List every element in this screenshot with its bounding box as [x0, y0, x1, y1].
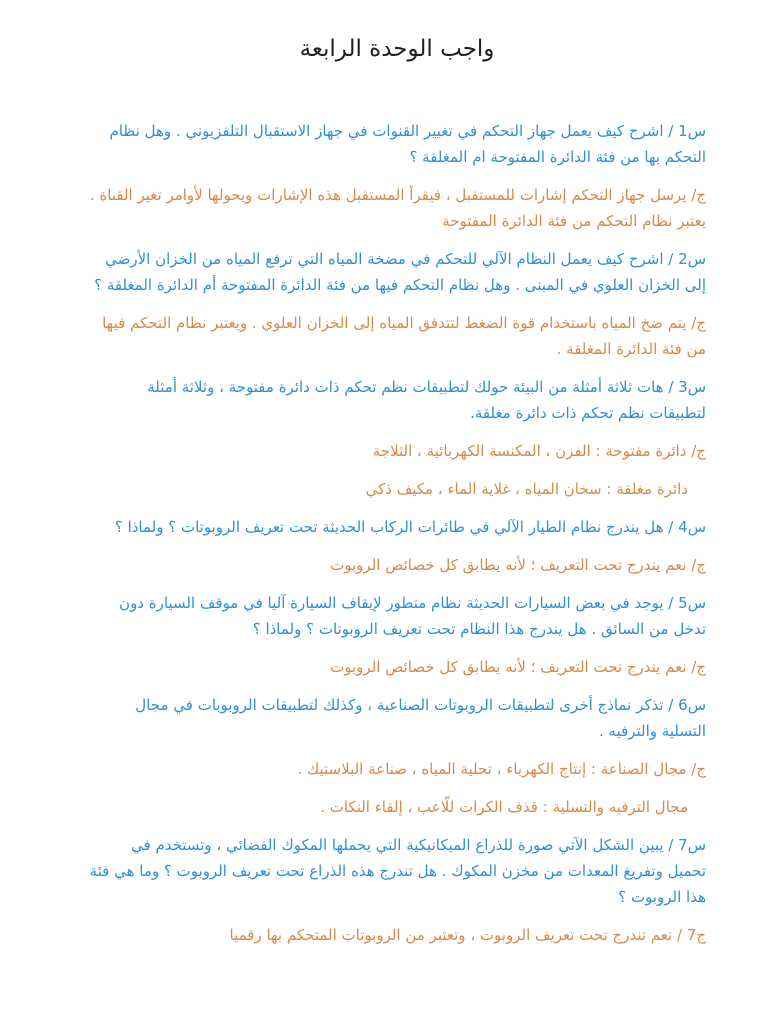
answer-4: ج/ نعم يندرج تحت التعريف ؛ لأنه يطابق كل خصائص الروبوت [330, 556, 706, 574]
answer-6-entertainment: مجال الترفيه والتسلية : قذف الكرات للّاعب ، إلقاء النكات . [320, 798, 688, 816]
question-4: س4 / هل يندرج نظام الطيار الآلي في طائرات الركاب الحديثة تحت تعريف الروبوتات ؟ ولماذا ؟ [114, 518, 706, 536]
answer-3-open-loop: ج/ دائرة مفتوحة : الفرن ، المكنسة الكهربائية ، الثلاجة [372, 442, 706, 460]
answer-2: ج/ يتم ضخ المياه باستخدام قوة الضغط لتتدفق المياه إلى الخزان العلوي . ويعتبر نظام التحكم فيها من فئة الدائرة المغلقة . [102, 314, 706, 358]
answer-7: ج7 / نعم تندرج تحت تعريف الروبوت ، وتعتبر من الروبوتات المتحكم بها رقميا [229, 926, 706, 944]
question-5: س5 / يوجد في بعض السيارات الحديثة نظام متطور لإيقاف السيارة آليا في موقف السيارة دون تدخل من السائق . هل يندرج هذا النظام تحت تعريف الروبوتات ؟ ولماذا ؟ [119, 594, 706, 638]
question-6: س6 / تذكر نماذج أخرى لتطبيقات الروبوتات الصناعية ، وكذلك لتطبيقات الروبوبات في مجال التسلية والترفيه . [135, 696, 706, 740]
answer-3-closed-loop: دائرة مغلقة : سخان المياه ، غلاية الماء ، مكيف ذكي [365, 480, 688, 498]
question-3: س3 / هات ثلاثة أمثلة من البيئة حولك لتطبيقات نظم تحكم ذات دائرة مفتوحة ، وثلاثة أمثلة لتطبيقات نظم تحكم ذات دائرة مغلقة. [147, 378, 706, 422]
page-title: واجب الوحدة الرابعة [299, 36, 495, 62]
question-1: س1 / اشرح كيف يعمل جهاز التحكم في تغيير القنوات في جهاز الاستقبال التلفزيوني . وهل نظام التحكم بها من فئة الدائرة المفتوحة ام المغلقة ؟ [109, 122, 706, 166]
question-2: س2 / اشرح كيف يعمل النظام الآلي للتحكم في مضخة المياه التي ترفع المياه من الخزان الأرضي إلى الخزان العلوي في المبنى . وهل نظام التحكم فيها من فئة الدائرة المفتوحة أم الدائرة المغلقة ؟ [94, 250, 706, 294]
answer-1: ج/ يرسل جهاز التحكم إشارات للمستقبل ، فيقرأ المستقبل هذه الإشارات ويحولها لأوامر تغير القناة . يعتبر نظام التحكم من فئة الدائرة المفتوحة [89, 186, 706, 230]
question-7: س7 / يبين الشكل الآتي صورة للذراع الميكانيكية التي يحملها المكوك الفضائي ، وتستخدم في تحميل وتفريغ المعدات من مخزن المكوك . هل تندرج هذه الذراع تحت تعريف الروبوت ؟ وما هي فئة هذا الروبوت ؟ [89, 836, 706, 906]
answer-5: ج/ نعم يندرج تحت التعريف ؛ لأنه يطابق كل خصائص الروبوت [330, 658, 706, 676]
answer-6-industry: ج/ مجال الصناعة : إنتاج الكهرباء ، تحلية المياه ، صناعة البلاستيك . [297, 760, 706, 778]
